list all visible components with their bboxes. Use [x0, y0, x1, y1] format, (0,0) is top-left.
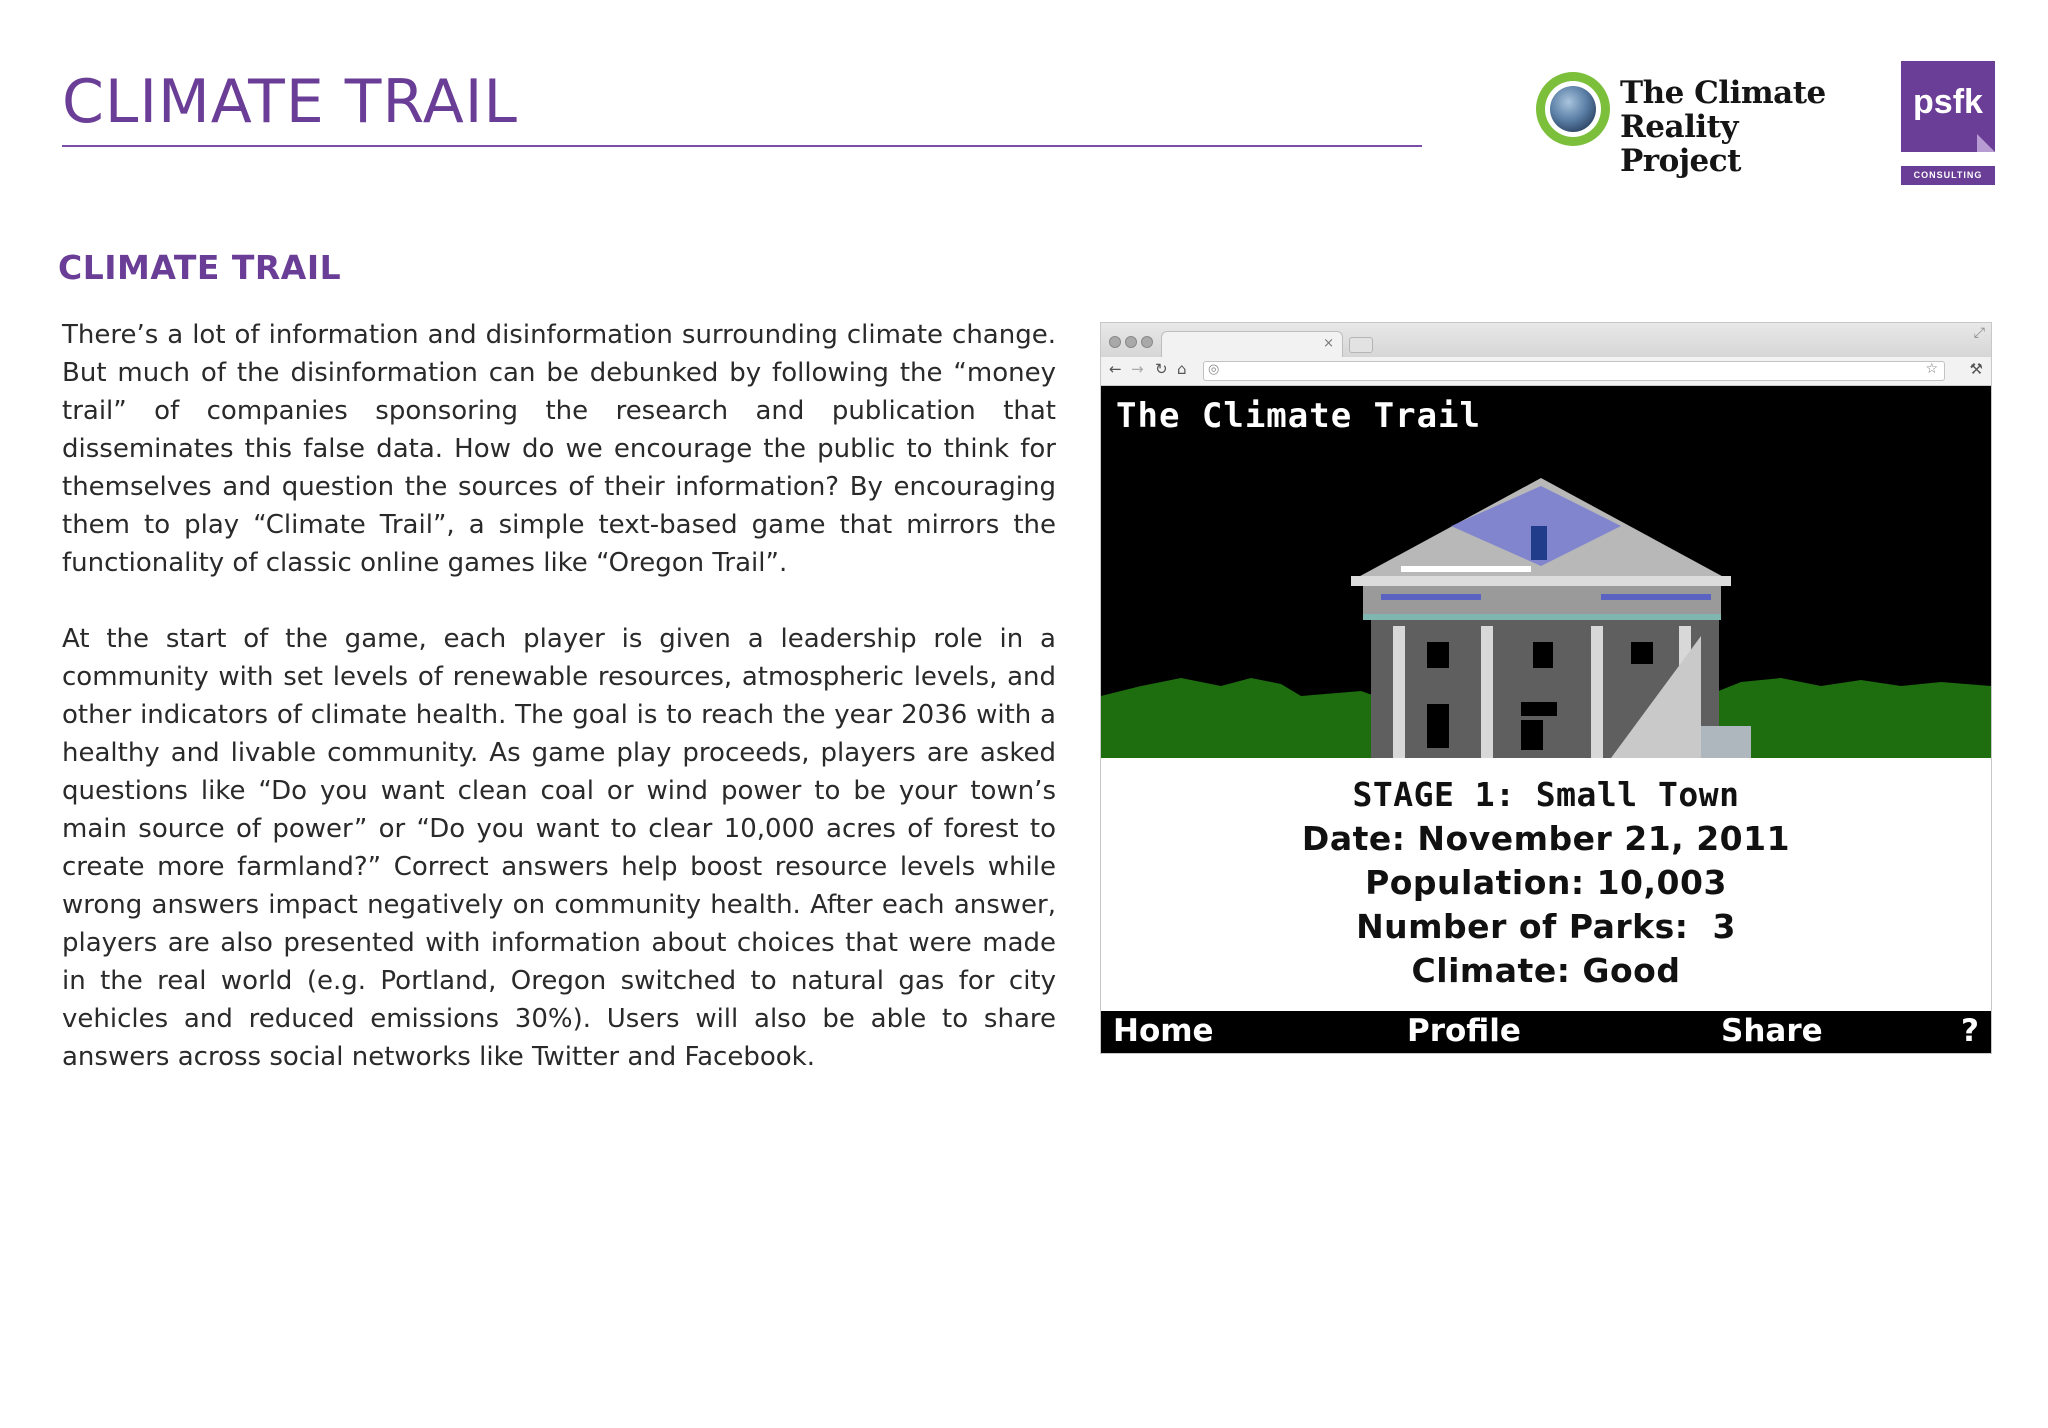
globe-icon: ◎ — [1208, 362, 1220, 377]
back-arrow-icon: ← — [1109, 360, 1122, 378]
section-heading: CLIMATE TRAIL — [58, 248, 342, 287]
globe-icon — [1536, 72, 1610, 146]
nav-share: Share — [1721, 1013, 1823, 1049]
forward-arrow-icon: → — [1131, 360, 1144, 378]
psfk-logo-subtitle: CONSULTING — [1901, 166, 1995, 185]
browser-tab — [1161, 331, 1343, 358]
expand-icon: ⤢ — [1973, 325, 1985, 341]
climate-reality-logo — [1536, 70, 1866, 179]
game-nav-bar — [1101, 1011, 1991, 1053]
page-title: CLIMATE TRAIL — [62, 67, 518, 137]
logo-line-1: The Climate — [1620, 75, 1826, 111]
wrench-icon: ⚒ — [1969, 360, 1983, 378]
star-icon: ☆ — [1925, 361, 1938, 377]
stage-text: STAGE 1: Small Town — [1352, 775, 1740, 814]
nav-help: ? — [1961, 1013, 1979, 1049]
paragraph-1: There’s a lot of information and disinformation surrounding climate change. But much of the disinformation can be debunked by following the “money trail” of companies sponsoring the research and publication that disseminates this false data. How do we encourage the public to think for themselves and question the sources of their information? By encouraging them to play “Climate Trail”, a simple text-based game that mirrors the functionality of classic online games like “Oregon Trail”. — [62, 320, 1056, 578]
new-tab-button — [1349, 337, 1373, 353]
window-maximize-dot — [1141, 336, 1153, 348]
population-text: Population: 10,003 — [1365, 863, 1727, 902]
game-scene — [1101, 386, 1991, 758]
reload-icon: ↻ — [1155, 360, 1168, 378]
url-bar — [1203, 361, 1945, 381]
psfk-logo — [1901, 61, 1995, 152]
window-minimize-dot — [1125, 336, 1137, 348]
browser-window-screenshot — [1100, 322, 1992, 1054]
nav-home: Home — [1113, 1013, 1214, 1049]
game-title: The Climate Trail — [1116, 396, 1481, 436]
browser-nav-bar — [1101, 357, 1991, 386]
home-icon: ⌂ — [1177, 360, 1187, 378]
game-stats-panel — [1101, 759, 1991, 1005]
climate-text: Climate: Good — [1411, 951, 1681, 990]
logo-line-2: Reality Project — [1620, 109, 1741, 179]
title-divider — [62, 145, 1422, 147]
psfk-logo-text: psfk — [1913, 83, 1983, 121]
body-text — [62, 316, 1056, 1114]
date-text: Date: November 21, 2011 — [1301, 819, 1791, 858]
browser-tab-bar — [1101, 323, 1991, 357]
pixel-art-building-scene — [1101, 386, 1991, 758]
window-close-dot — [1109, 336, 1121, 348]
nav-profile: Profile — [1407, 1013, 1521, 1049]
close-icon: × — [1323, 336, 1334, 351]
paragraph-2: At the start of the game, each player is given a leadership role in a community with set levels of renewable resources, atmospheric levels, and other indicators of climate health. The goal is to reach the year 2036 with a healthy and livable community. As game play proceeds, players are asked questions like “Do you want clean coal or wind power to be your town’s main source of power” or “Do you want to clear 10,000 acres of forest to create more farmland?” Correct answers help boost resource levels while wrong answers impact negatively on community health. After each answer, players are also presented with information about choices that were made in the real world (e.g. Portland, Oregon switched to natural gas for city vehicles and reduced emissions 30%). Users will also be able to share answers across social networks like Twitter and Facebook. — [62, 624, 1056, 1072]
parks-text: Number of Parks: 3 — [1356, 907, 1736, 946]
